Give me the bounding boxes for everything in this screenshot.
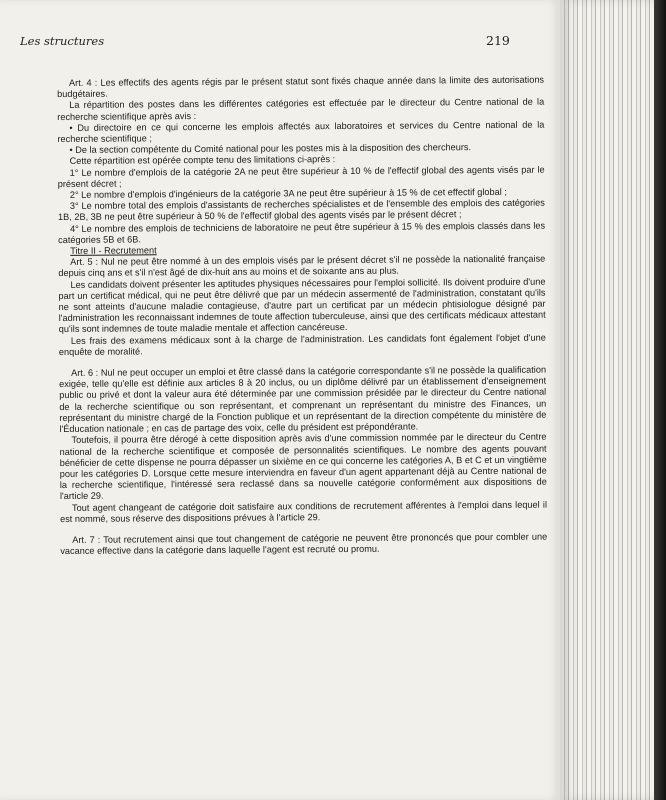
art6-paragraph: Art. 6 : Nul ne peut occuper un emploi et être classé dans la catégorie correspondante s'il ne possède la qualification exigée, telle qu'elle est définie aux articles 8 à 20 inclus, ou un diplôme délivré par un établissement d'enseignement public ou privé et dont la valeur aura été déterminée par une commission présidée par le directeur du Centre national de la recherche scientifique ou son représentant, et comprenant un représentant du ministre des Finances, un représentant du ministre chargé de la Fonction publique et un représentant de la direction compétente du ministère de l'Éducation nationale ; en cas de partage des voix, celle du président est prépondérante. [59, 364, 547, 435]
page-body [57, 75, 547, 558]
section-title-recrutement: Titre II - Recrutement [70, 245, 157, 256]
art7-paragraph: Art. 7 : Tout recrutement ainsi que tout changement de catégorie ne peuvent être prononcés que pour combler une vacance effective dans la catégorie dans laquelle l'agent est recruté ou promu. [60, 531, 548, 557]
art6-changement-paragraph: Tout agent changeant de catégorie doit satisfaire aux conditions de recrutement afférentes à l'emploi dans lequel il est nommé, sous réserve des dispositions prévues à l'article 29. [60, 499, 548, 524]
art5-paragraph: Art. 5 : Nul ne peut être nommé à un des emplois visés par le présent décret s'il ne possède la nationalité française depuis cinq ans et s'il n'est âgé de dix-huit ans au moins et de soixante ans au plus. [58, 253, 546, 279]
art5-aptitudes-paragraph: Les candidats doivent présenter les aptitudes physiques nécessaires pour l'emploi sollicité. Ils doivent produire d'une part un certificat médical, qui ne peut être délivré que par un médecin assermenté de l'administration, constatant qu'ils ne sont atteints d'aucune maladie contagieuse, d'autre part un certificat par un médecin phtisiologue désigné par l'administration les reconnaissant indemnes de toute affection tuberculeuse, ainsi que des certificats médicaux attestant qu'ils sont indemnes de toute maladie mentale et affection cancéreuse. [58, 276, 546, 335]
art4-paragraph: Art. 4 : Les effectifs des agents régis par le présent statut sont fixés chaque année dans la limite des autorisations budgétaires. [57, 74, 545, 100]
art4-distribution-paragraph: La répartition des postes dans les différentes catégories est effectuée par le directeur du Centre national de la recherche scientifique après avis : [57, 97, 545, 122]
art4-limit-3: 3° Le nombre total des emplois d'assistants de recherches spécialistes et de l'ensemble des emplois des catégories 1B, 2B, 3B ne peut être supérieur à 50 % de l'effectif global des agents visés par le présent décret ; [57, 197, 545, 223]
art4-bullet-section: • De la section compétente du Comité national pour les postes mis à la disposition des chercheurs. [69, 142, 472, 156]
running-head: Les structures [20, 34, 105, 48]
book-shadow [654, 0, 666, 800]
art4-limit-1: 1° Le nombre d'emplois de la catégorie 2A ne peut être supérieur à 10 % de l'effectif global des agents visés par le présent décret ; [57, 164, 545, 189]
art4-limit-2: 2° Le nombre d'emplois d'ingénieurs de la catégorie 3A ne peut être supérieur à 15 % de cet effectif global ; [69, 186, 507, 200]
art5-frais-paragraph: Les frais des examens médicaux sont à la charge de l'administration. Les candidats font également l'objet d'une enquête de moralité. [58, 332, 546, 357]
art4-limitations-intro: Cette répartition est opérée compte tenu des limitations ci-après : [69, 154, 336, 167]
art6-derogation-paragraph: Toutefois, il pourra être dérogé à cette disposition après avis d'une commission nommée par le directeur du Centre national de la recherche scientifique et composée de personnalités scientifiques. Le nombre des agents pouvant bénéficier de cette dispense ne pourra dépasser un sixième en ce qui concerne les catégories A, B et C et un vingtième pour les catégories D. Lorsque cette mesure interviendra en faveur d'un agent appartenant déjà au Centre national de la recherche scientifique, l'intéressé sera reclassé dans sa nouvelle catégorie conformément aux dispositions de l'article 29. [59, 431, 547, 502]
art4-bullet-directoire: • Du directoire en ce qui concerne les emplois affectés aux laboratoires et services du Centre national de la recherche scientifique ; [57, 119, 545, 145]
art4-limit-4: 4° Le nombre des emplois de techniciens de laboratoire ne peut être supérieur à 15 % des emplois classés dans les catégories 5B et 6B. [58, 220, 546, 245]
page-number: 219 [486, 33, 510, 48]
page-edges [560, 0, 654, 800]
